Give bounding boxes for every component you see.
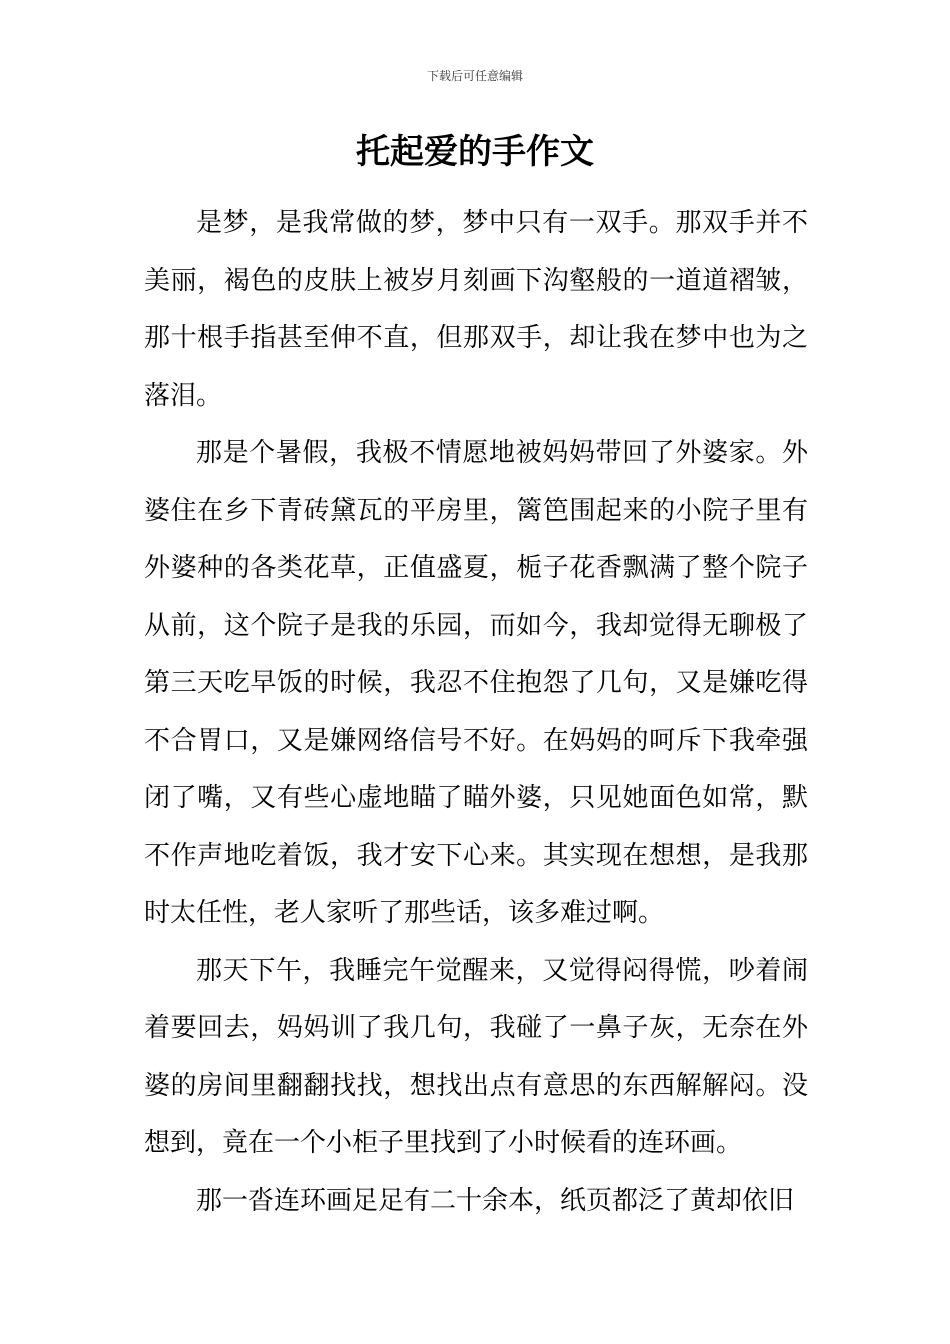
header-note: 下载后可任意编辑 [426,69,523,83]
paragraph: 是梦，是我常做的梦，梦中只有一双手。那双手并不美丽，褐色的皮肤上被岁月刻画下沟壑般的一道道褶皱，那十根手指甚至伸不直，但那双手，却让我在梦中也为之落泪。 [144,208,808,411]
paragraph: 那是个暑假，我极不情愿地被妈妈带回了外婆家。外婆住在乡下青砖黛瓦的平房里，篱笆围起来的小院子里有外婆种的各类花草，正值盛夏，栀子花香飘满了整个院子从前，这个院子是我的乐园，而如今，我却觉得无聊极了第三天吃早饭的时候，我忍不住抱怨了几句，又是嫌吃得不合胃口，又是嫌网络信号不好。在妈妈的呵斥下我牵强闭了嘴，又有些心虚地瞄了瞄外婆，只见她面色如常，默不作声地吃着饭，我才安下心来。其实现在想想，是我那时太任性，老人家听了那些话，该多难过啊。 [144,438,808,928]
document-body [144,195,808,1230]
document-title: 托起爱的手作文 [356,132,594,172]
paragraph: 那一沓连环画足足有二十余本，纸页都泛了黄却依旧 [196,1185,795,1216]
paragraph: 那天下午，我睡完午觉醒来，又觉得闷得慌，吵着闹着要回去，妈妈训了我几句，我碰了一鼻子灰，无奈在外婆的房间里翻翻找找，想找出点有意思的东西解解闷。没想到，竟在一个小柜子里找到了小时候看的连环画。 [144,955,808,1158]
